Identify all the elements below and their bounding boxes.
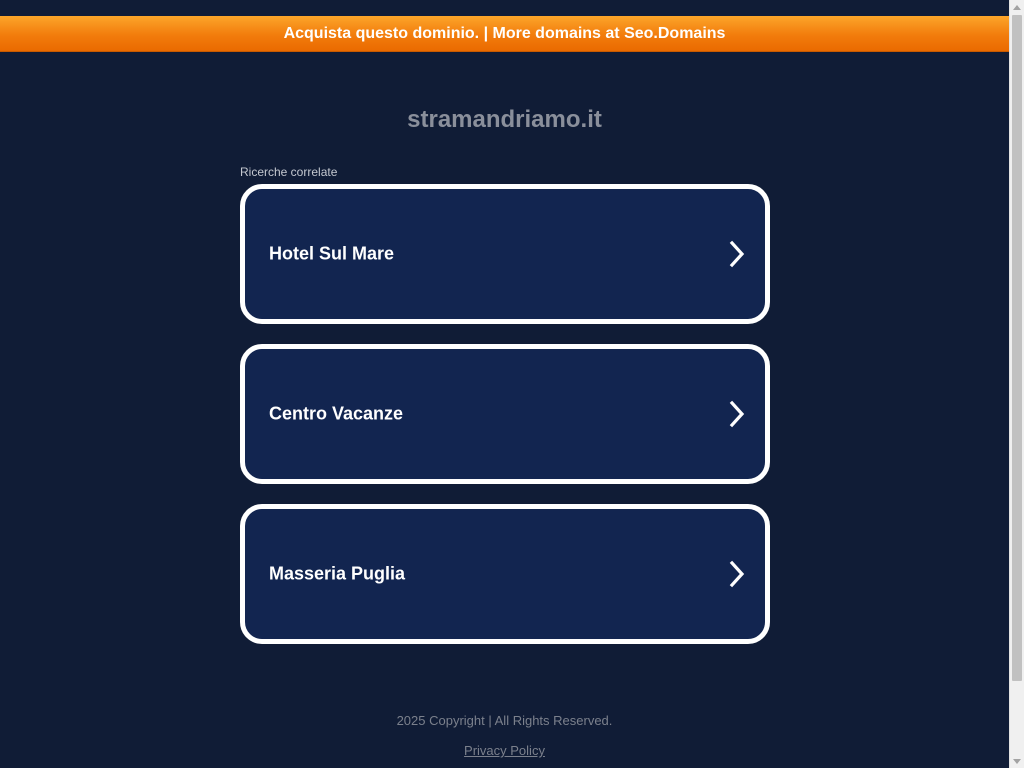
scrollbar-thumb[interactable] <box>1012 15 1022 681</box>
copyright-text: 2025 Copyright | All Rights Reserved. <box>396 713 613 728</box>
related-searches-label: Ricerche correlate <box>240 165 338 179</box>
domain-title: stramandriamo.it <box>407 106 602 133</box>
related-searches-list <box>240 184 770 664</box>
privacy-footer <box>0 743 1009 759</box>
vertical-scrollbar[interactable] <box>1009 0 1024 768</box>
buy-domain-link[interactable]: Acquista questo dominio. | More domains at Seo.Domains <box>283 24 726 42</box>
related-search-hotel-sul-mare[interactable] <box>240 184 770 324</box>
related-search-centro-vacanze[interactable] <box>240 344 770 484</box>
scroll-up-arrow-icon[interactable] <box>1010 0 1024 14</box>
chevron-right-icon <box>727 560 747 588</box>
privacy-policy-link[interactable]: Privacy Policy <box>464 743 545 758</box>
scroll-down-arrow-icon[interactable] <box>1010 754 1024 768</box>
related-search-label: Masseria Puglia <box>269 563 406 584</box>
chevron-right-icon <box>727 240 747 268</box>
related-search-masseria-puglia[interactable] <box>240 504 770 644</box>
related-search-label: Centro Vacanze <box>269 403 404 424</box>
related-search-label: Hotel Sul Mare <box>269 243 395 264</box>
chevron-right-icon <box>727 400 747 428</box>
buy-domain-banner <box>0 16 1009 52</box>
